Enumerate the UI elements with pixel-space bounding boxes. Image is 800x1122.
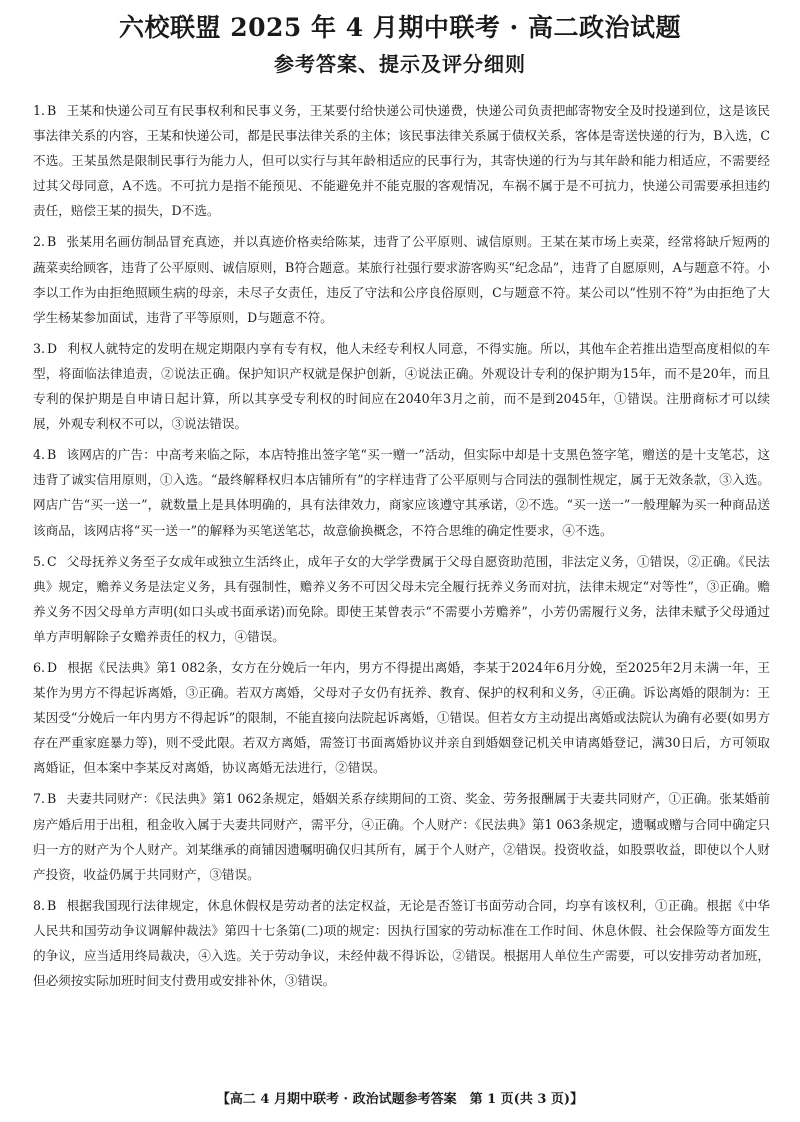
answer-explanation: 张某用名画仿制品冒充真迹，并以真迹价格卖给陈某，违背了公平原则、诚信原则。王某在某市场上卖菜，经常将缺斤短两的蔬菜卖给顾客，违背了公平原则、诚信原则，B符合题意。某旅行社强行要求游客购买“纪念品”，违背了自愿原则，A与题意不符。小李以工作为由拒绝照顾生病的母亲，未尽子女责任，违反了守法和公序良俗原则，C与题意不符。某公司以“性别不符”为由拒绝了大学生杨某参加面试，违背了平等原则，D与题意不符。 — [33, 234, 770, 325]
answer-number: 5. — [33, 553, 46, 569]
page-subtitle: 参考答案、提示及评分细则 — [274, 52, 526, 76]
answer-key: C — [47, 553, 57, 569]
answer-item — [33, 893, 770, 993]
answer-item — [33, 98, 770, 223]
answer-number: 2. — [33, 234, 46, 250]
answer-item — [33, 442, 770, 542]
answer-list — [33, 98, 770, 999]
answer-explanation: 王某和快递公司互有民事权利和民事义务，王某要付给快递公司快递费，快递公司负责把邮寄物安全及时投递到位，这是该民事法律关系的内容，王某和快递公司，都是民事法律关系的主体；该民事法律关系属于债权关系，客体是寄送快递的行为，B入选，C不选。王某虽然是限制民事行为能力人，但可以实行与其年龄相适应的民事行为，其寄快递的行为与其年龄和能力相适应，不需要经过其父母同意，A不选。不可抗力是指不能预见、不能避免并不能克服的客观情况，车祸不属于是不可抗力，快递公司需要承担违约责任，赔偿王某的损失，D不选。 — [33, 103, 770, 219]
page-title: 六校联盟 2025 年 4 月期中联考 · 高二政治试题 — [119, 13, 681, 42]
answer-explanation: 该网店的广告：中高考来临之际，本店特推出签字笔“买一赠一”活动，但实际中却是十支黑色签字笔，赠送的是十支笔芯，这违背了诚实信用原则，①入选。“最终解释权归本店铺所有”的字样违背了公平原则与合同法的强制性规定，属于无效条款，③入选。网店广告“买一送一”，就数量上是具体明确的，具有法律效力，商家应该遵守其承诺，②不选。“买一送一”一般理解为买一种商品送该商品，该网店将“买一送一”的解释为买笔送笔芯，故意偷换概念，不符合思维的确定性要求，④不选。 — [33, 447, 770, 538]
answer-number: 4. — [33, 447, 46, 463]
answer-key: D — [47, 659, 58, 675]
answer-item — [33, 655, 770, 780]
answer-explanation: 利权人就特定的发明在规定期限内享有专有权，他人未经专利权人同意，不得实施。所以，其他车企若推出造型高度相似的车型，将面临法律追责，②说法正确。保护知识产权就是保护创新，④说法正确。外观设计专利的保护期为15年，而不是20年，而且专利的保护期是自申请日起计算，所以其享受专利权的时间应在2040年3月之前，而不是到2045年，①错误。注册商标才可以续展，外观专利权不可以，③说法错误。 — [33, 340, 770, 432]
answer-number: 3. — [33, 340, 46, 356]
answer-item — [33, 549, 770, 649]
answer-number: 8. — [33, 897, 46, 913]
answer-item — [33, 229, 770, 329]
answer-key: B — [47, 234, 57, 250]
answer-number: 1. — [33, 103, 46, 118]
page-footer: 【高二 4 月期中联考 · 政治试题参考答案 第 1 页(共 3 页)】 — [216, 1092, 584, 1107]
answer-item — [33, 336, 770, 436]
answer-key: B — [47, 447, 57, 463]
answer-explanation: 夫妻共同财产：《民法典》第1 062条规定，婚姻关系存续期间的工资、奖金、劳务报酬属于夫妻共同财产，①正确。张某婚前房产婚后用于出租，租金收入属于夫妻共同财产，需平分，④正确。个人财产：《民法典》第1 063条规定，遗嘱或赠与合同中确定只归一方的财产为个人财产。刘某继承的商铺因遗嘱明确仅归其所有，属于个人财产，②错误。投资收益，如股票收益，即使以个人财产投资，收益仍属于共同财产，③错误。 — [33, 791, 770, 882]
answer-key: B — [47, 897, 57, 913]
answer-key: D — [47, 340, 58, 356]
answer-number: 6. — [33, 659, 46, 675]
answer-explanation: 根据我国现行法律规定，休息休假权是劳动者的法定权益，无论是否签订书面劳动合同，均享有该权利，①正确。根据《中华人民共和国劳动争议调解仲裁法》第四十七条第(二)项的规定：因执行国家的劳动标准在工作时间、休息休假、社会保险等方面发生的争议，应当适用终局裁决，④入选。关于劳动争议，未经仲裁不得诉讼，②错误。根据用人单位生产需要，可以安排劳动者加班，但必须按实际加班时间支付费用或安排补休，③错误。 — [33, 897, 770, 989]
answer-item — [33, 786, 770, 886]
answer-number: 7. — [33, 791, 46, 807]
answer-explanation: 父母抚养义务至子女成年或独立生活终止，成年子女的大学学费属于父母自愿资助范围，非法定义务，①错误，②正确。《民法典》规定，赡养义务是法定义务，具有强制性，赡养义务不可因父母未完全履行抚养义务而对抗，法律未规定“对等性”，③正确。赡养义务不因父母单方声明(如口头或书面承诺)而免除。即使王某曾表示“不需要小芳赡养”，小芳仍需履行义务，法律未赋予父母通过单方声明解除子女赡养责任的权力，④错误。 — [33, 553, 770, 644]
answer-explanation: 根据《民法典》第1 082条，女方在分娩后一年内，男方不得提出离婚，李某于2024年6月分娩，至2025年2月未满一年，王某作为男方不得起诉离婚，③正确。若双方离婚，父母对子女仍有抚养、教育、保护的权利和义务，④正确。诉讼离婚的限制为：王某因受“分娩后一年内男方不得起诉”的限制，不能直接向法院起诉离婚，①错误。但若女方主动提出离婚或法院认为确有必要(如男方存在严重家庭暴力等)，则不受此限。若双方离婚，需签订书面离婚协议并亲自到婚姻登记机关申请离婚登记，满30日后，方可领取离婚证，但本案中李某反对离婚，协议离婚无法进行，②错误。 — [33, 659, 770, 776]
answer-key: B — [47, 791, 57, 807]
answer-key: B — [47, 103, 57, 118]
